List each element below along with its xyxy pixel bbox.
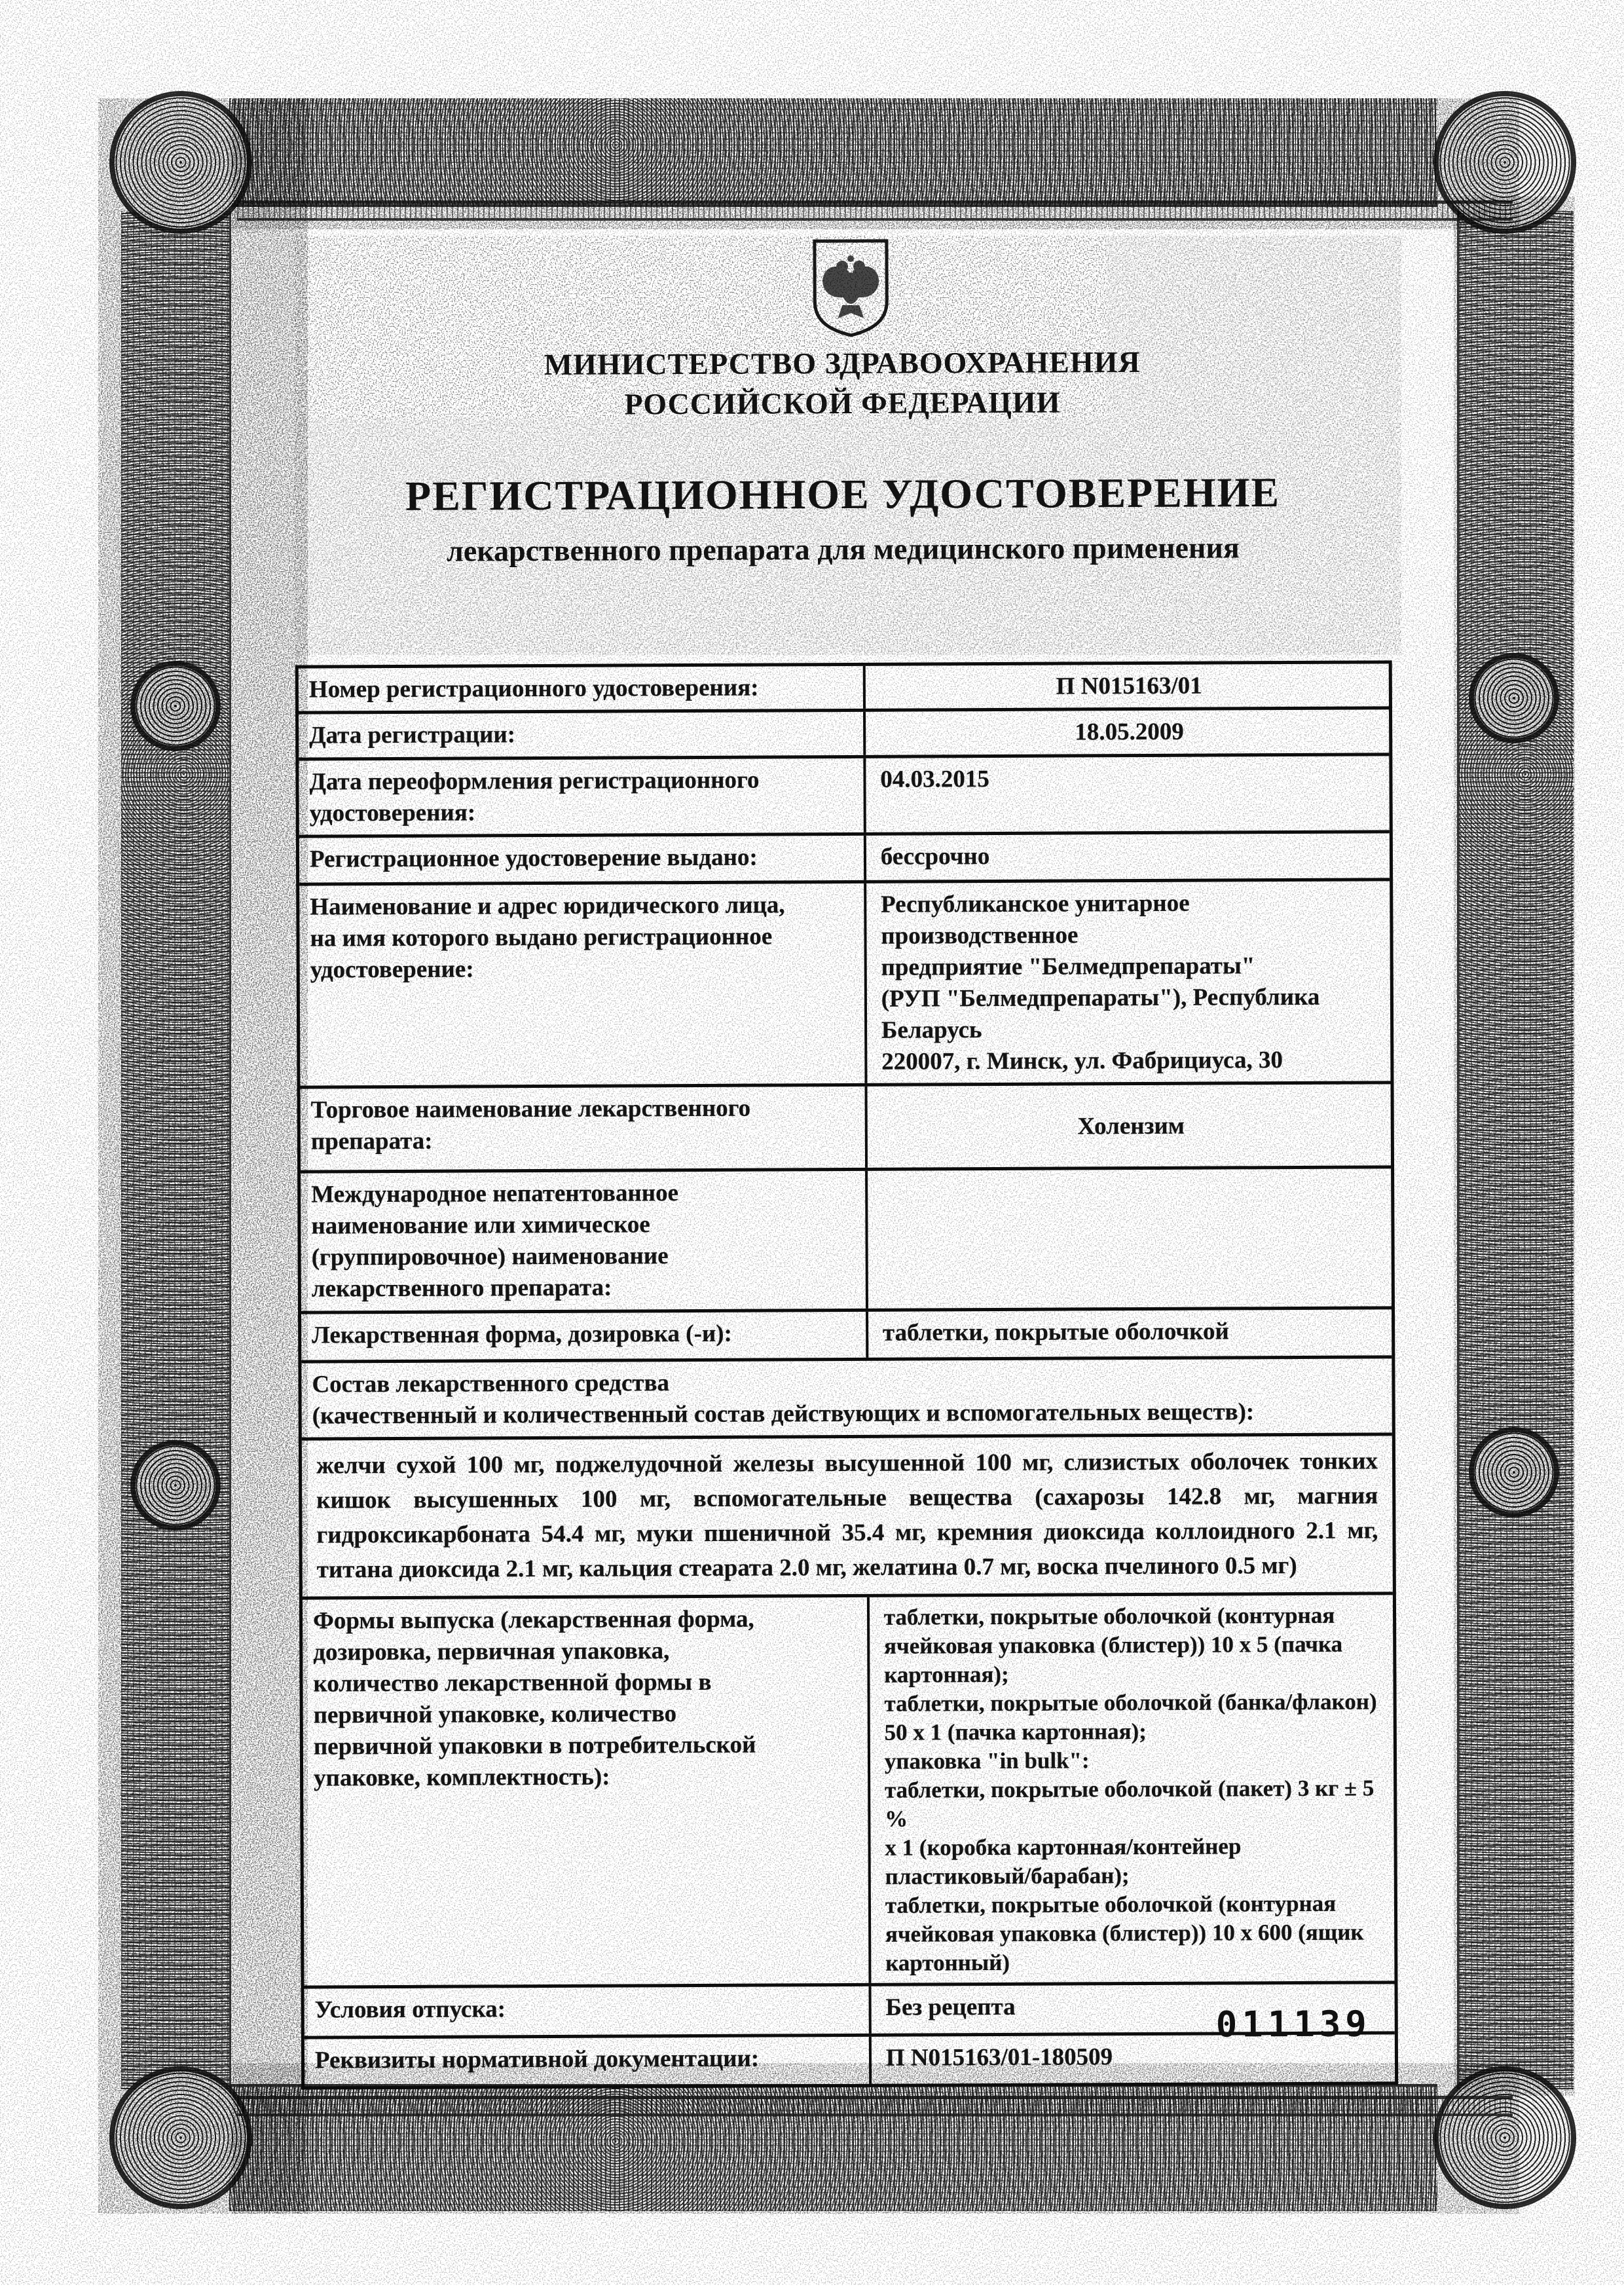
row-composition-text (302, 1436, 1393, 1599)
composition-header-text: Состав лекарственного средства (качественный и количественный состав действующих и вспомогательных веществ): (312, 1369, 1255, 1430)
field-label: Номер регистрационного удостоверения: (299, 666, 866, 711)
field-value: П N015163/01 (1056, 672, 1202, 700)
row-certificate-validity (299, 833, 1390, 885)
composition-text: желчи сухой 100 мг, поджелудочной железы высушенной 100 мг, слизистых оболочек тонких кишок высушенных 100 мг, вспомогательные вещества (сахарозы 142.8 мг, магния гидроксикарбоната 54.4 мг, муки пшеничной 35.4 мг, кремния диоксида коллоидного 2.1 мг, титана диоксида 2.1 мг, кальция стеарата 2.0 мг, желатина 0.7 мг, воска пчелиного 0.5 мг) (316, 1447, 1378, 1584)
certificate-table (295, 660, 1398, 2089)
field-value: П N015163/01-180509 (885, 2043, 1113, 2072)
row-reissue-date (299, 756, 1389, 838)
row-release-forms (303, 1595, 1395, 1988)
field-label: Дата переоформления регистрационного удостоверения: (299, 758, 866, 835)
field-value: Холензим (1077, 1112, 1185, 1140)
field-value: таблетки, покрытые оболочкой (контурная ячейковая упаковка (блистер)) 10 х 5 (пачка картонная); таблетки, покрытые оболочкой (банка/флакон) 50 х 1 (пачка картонная); упаковка "in bulk": таблетки, покрытые оболочкой (пакет) 3 кг ± 5 % х 1 (коробка картонная/контейнер пластиковый/барабан); таблетки, покрытые оболочкой (контурная ячейковая упаковка (блистер)) 10 х 600 (ящик картонный) (883, 1602, 1377, 1976)
row-inn-name (301, 1168, 1392, 1314)
field-label: Международное непатентованное наименование или химическое (группировочное) наименование лекарственного препарата: (301, 1171, 868, 1311)
row-holder-name-address (299, 881, 1390, 1089)
row-dosage-form (301, 1309, 1392, 1363)
serial-number: 011139 (1215, 2003, 1371, 2045)
ministry-name-line2: РОССИЙСКОЙ ФЕДЕРАЦИИ (624, 385, 1061, 421)
coat-of-arms-icon (809, 237, 893, 339)
field-label: Формы выпуска (лекарственная форма, дозировка, первичная упаковка, количество лекарственной формы в первичной упаковке, количество первичной упаковки в потребительской упаковке, комплектность): (303, 1597, 871, 1986)
field-value (868, 1168, 1392, 1308)
document-subtitle: лекарственного препарата для медицинского применения (446, 530, 1240, 568)
field-label: Лекарственная форма, дозировка (-и): (301, 1312, 868, 1360)
row-trade-name (301, 1084, 1392, 1173)
document-title: РЕГИСТРАЦИОННОЕ УДОСТОВЕРЕНИЕ (405, 469, 1281, 519)
row-composition-header (301, 1358, 1392, 1440)
row-registration-date (299, 709, 1389, 760)
field-value: 18.05.2009 (1075, 718, 1184, 746)
row-registration-number (299, 663, 1389, 714)
field-value: 04.03.2015 (880, 766, 989, 793)
field-label: Торговое наименование лекарственного препарата: (301, 1087, 868, 1170)
field-label: Наименование и адрес юридического лица, на имя которого выдано регистрационное удостоверение: (299, 884, 867, 1086)
field-value: таблетки, покрытые оболочкой (882, 1318, 1229, 1347)
field-label: Регистрационное удостоверение выдано: (299, 836, 866, 883)
field-value: Без рецепта (885, 1993, 1016, 2021)
ministry-name-line1: МИНИСТЕРСТВО ЗДРАВООХРАНЕНИЯ (544, 345, 1141, 381)
field-label: Условия отпуска: (304, 1986, 872, 2036)
field-value: бессрочно (880, 843, 990, 870)
field-label: Дата регистрации: (299, 712, 866, 758)
field-label: Реквизиты нормативной документации: (304, 2037, 872, 2087)
field-value: Республиканское унитарное производственное предприятие "Белмедпрепараты" (РУП "Белмедпрепараты"), Республика Беларусь 220007, г. Минск, ул. Фабрициуса, 30 (881, 889, 1320, 1075)
